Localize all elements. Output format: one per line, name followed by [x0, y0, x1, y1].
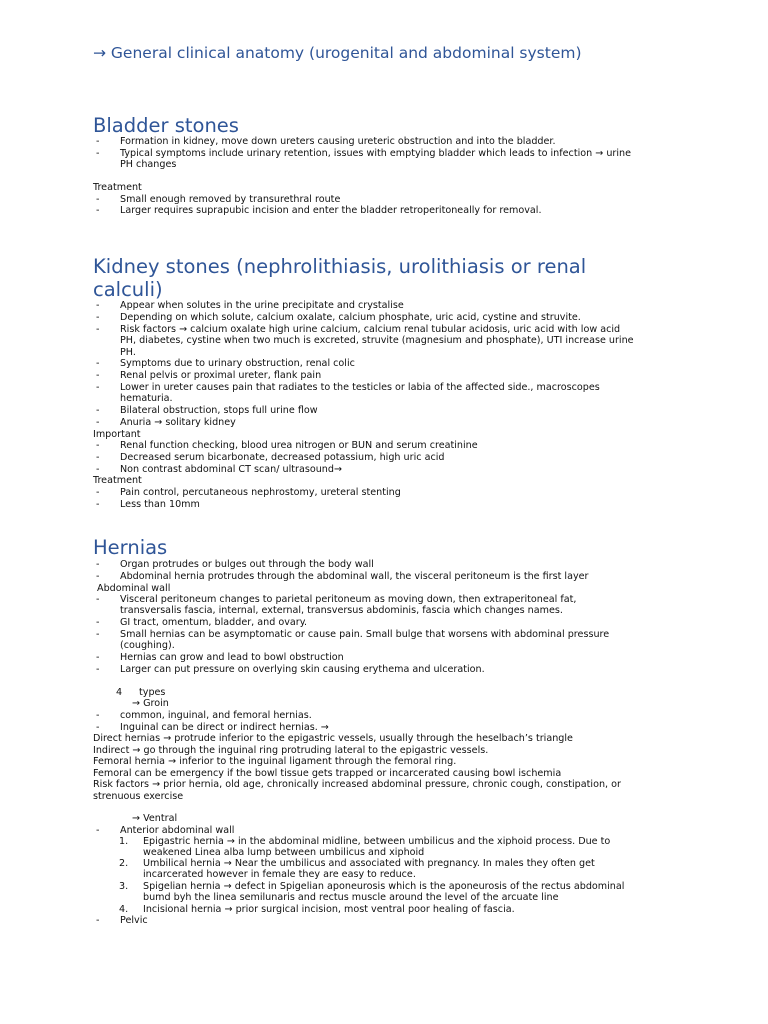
heading-bladder-stones: Bladder stones [93, 114, 239, 137]
umbilical-hernia-item: Umbilical hernia → Near the umbilicus and associated with pregnancy. In males they often get [143, 858, 595, 869]
bullet-dash: - [96, 382, 100, 393]
bladder-bullet-1: Formation in kidney, move down ureters causing ureteric obstruction and into the bladder. [120, 136, 556, 147]
kidney-bullet-6-cont: hematuria. [120, 393, 173, 404]
heading-hernias: Hernias [93, 536, 168, 559]
list-number: 1. [119, 836, 129, 847]
bullet-dash: - [96, 629, 100, 640]
kidney-bullet-1: Appear when solutes in the urine precipitate and crystalise [120, 300, 404, 311]
bladder-bullet-2-cont: PH changes [120, 159, 177, 170]
kidney-bullet-3: Risk factors → calcium oxalate high urine calcium, calcium renal tubular acidosis, uric acid with low acid [120, 324, 621, 335]
femoral-hernia-line: Femoral hernia → inferior to the inguinal ligament through the femoral ring. [93, 756, 457, 767]
kidney-important-label: Important [93, 429, 141, 440]
ventral-label: → Ventral [132, 813, 178, 824]
bullet-dash: - [96, 722, 100, 733]
kidney-bullet-3-cont: PH, diabetes, cystine when two much is excreted, struvite (magnesium and phosphate), UTI increase urine [120, 335, 634, 346]
epigastric-hernia-item-cont: weakened Linea alba lump between umbilicus and xiphoid [143, 847, 425, 858]
kidney-important-3: Non contrast abdominal CT scan/ ultrasound→ [120, 464, 343, 475]
bullet-dash: - [96, 664, 100, 675]
kidney-bullet-7: Bilateral obstruction, stops full urine flow [120, 405, 318, 416]
bladder-bullet-2: Typical symptoms include urinary retention, issues with emptying bladder which leads to infection → urine [120, 148, 632, 159]
anterior-wall-label: Anterior abdominal wall [120, 825, 235, 836]
spigelian-hernia-item: Spigelian hernia → defect in Spigelian aponeurosis which is the aponeurosis of the rectus abdominal [143, 881, 625, 892]
kidney-bullet-2: Depending on which solute, calcium oxalate, calcium phosphate, uric acid, cystine and struvite. [120, 312, 581, 323]
bullet-dash: - [96, 324, 100, 335]
kidney-important-1: Renal function checking, blood urea nitrogen or BUN and serum creatinine [120, 440, 478, 451]
kidney-bullet-3-cont: PH. [120, 347, 136, 358]
bladder-treatment-1: Small enough removed by transurethral route [120, 194, 341, 205]
bullet-dash: - [96, 464, 100, 475]
umbilical-hernia-item-cont: incarcerated however in female they are easy to reduce. [143, 869, 416, 880]
bullet-dash: - [96, 440, 100, 451]
heading-kidney-stones-cont: calculi) [93, 278, 163, 301]
hernia-bullet-3-cont: transversalis fascia, internal, external, transversus abdominis, fascia which changes names. [120, 605, 563, 616]
kidney-bullet-6: Lower in ureter causes pain that radiates to the testicles or labia of the affected side., macroscopes [120, 382, 600, 393]
kidney-bullet-4: Symptoms due to urinary obstruction, renal colic [120, 358, 355, 369]
bullet-dash: - [96, 300, 100, 311]
bladder-treatment-2: Larger requires suprapubic incision and enter the bladder retroperitoneally for removal. [120, 205, 542, 216]
hernia-bullet-3: Visceral peritoneum changes to parietal peritoneum as moving down, then extraperitoneal fat, [120, 594, 577, 605]
hernia-bullet-1: Organ protrudes or bulges out through the body wall [120, 559, 374, 570]
hernia-bullet-5-cont: (coughing). [120, 640, 175, 651]
bullet-dash: - [96, 452, 100, 463]
bladder-treatment-label: Treatment [93, 182, 142, 193]
direct-hernias-line: Direct hernias → protrude inferior to the epigastric vessels, usually through the heselbach’s triangle [93, 733, 573, 744]
bullet-dash: - [96, 571, 100, 582]
hernia-bullet-2: Abdominal hernia protrudes through the abdominal wall, the visceral peritoneum is the first layer [120, 571, 589, 582]
risk-factors-line: Risk factors → prior hernia, old age, chronically increased abdominal pressure, chronic cough, constipation, or [93, 779, 621, 790]
bullet-dash: - [96, 594, 100, 605]
kidney-bullet-5: Renal pelvis or proximal ureter, flank pain [120, 370, 322, 381]
kidney-treatment-label: Treatment [93, 475, 142, 486]
hernia-bullet-6: Hernias can grow and lead to bowl obstruction [120, 652, 344, 663]
bullet-dash: - [96, 652, 100, 663]
bullet-dash: - [96, 710, 100, 721]
heading-kidney-stones: Kidney stones (nephrolithiasis, urolithiasis or renal [93, 255, 587, 278]
hernia-bullet-4: GI tract, omentum, bladder, and ovary. [120, 617, 308, 628]
bullet-dash: - [96, 915, 100, 926]
incisional-hernia-item: Incisional hernia → prior surgical incision, most ventral poor healing of fascia. [143, 904, 515, 915]
section-title: → General clinical anatomy (urogenital and abdominal system) [93, 44, 582, 62]
bullet-dash: - [96, 370, 100, 381]
hernia-bullet-5: Small hernias can be asymptomatic or cause pain. Small bulge that worsens with abdominal pressure [120, 629, 610, 640]
bullet-dash: - [96, 417, 100, 428]
femoral-emergency-line: Femoral can be emergency if the bowl tissue gets trapped or incarcerated causing bowl ischemia [93, 768, 562, 779]
groin-bullet-2: Inguinal can be direct or indirect hernias. → [120, 722, 329, 733]
bullet-dash: - [96, 825, 100, 836]
kidney-treatment-1: Pain control, percutaneous nephrostomy, ureteral stenting [120, 487, 401, 498]
epigastric-hernia-item: Epigastric hernia → in the abdominal midline, between umbilicus and the xiphoid process. Due to [143, 836, 611, 847]
bullet-dash: - [96, 559, 100, 570]
list-number: 3. [119, 881, 129, 892]
groin-label: → Groin [132, 698, 169, 709]
list-number: 2. [119, 858, 129, 869]
bullet-dash: - [96, 487, 100, 498]
abdominal-wall-label: Abdominal wall [97, 583, 171, 594]
kidney-important-2: Decreased serum bicarbonate, decreased potassium, high uric acid [120, 452, 445, 463]
list-number: 4. [119, 904, 129, 915]
hernia-bullet-7: Larger can put pressure on overlying skin causing erythema and ulceration. [120, 664, 485, 675]
bullet-dash: - [96, 617, 100, 628]
kidney-treatment-2: Less than 10mm [120, 499, 200, 510]
bullet-dash: - [96, 205, 100, 216]
bullet-dash: - [96, 405, 100, 416]
spigelian-hernia-item-cont: bumd byh the linea semilunaris and rectus muscle around the level of the arcuate line [143, 892, 559, 903]
bullet-dash: - [96, 136, 100, 147]
bullet-dash: - [96, 312, 100, 323]
kidney-bullet-8: Anuria → solitary kidney [120, 417, 236, 428]
types-label: types [139, 687, 166, 698]
types-number: 4 [116, 687, 123, 698]
bullet-dash: - [96, 358, 100, 369]
bullet-dash: - [96, 148, 100, 159]
indirect-hernias-line: Indirect → go through the inguinal ring protruding lateral to the epigastric vessels. [93, 745, 489, 756]
groin-bullet-1: common, inguinal, and femoral hernias. [120, 710, 312, 721]
risk-factors-line-cont: strenuous exercise [93, 791, 184, 802]
bullet-dash: - [96, 194, 100, 205]
bullet-dash: - [96, 499, 100, 510]
pelvic-label: Pelvic [120, 915, 148, 926]
